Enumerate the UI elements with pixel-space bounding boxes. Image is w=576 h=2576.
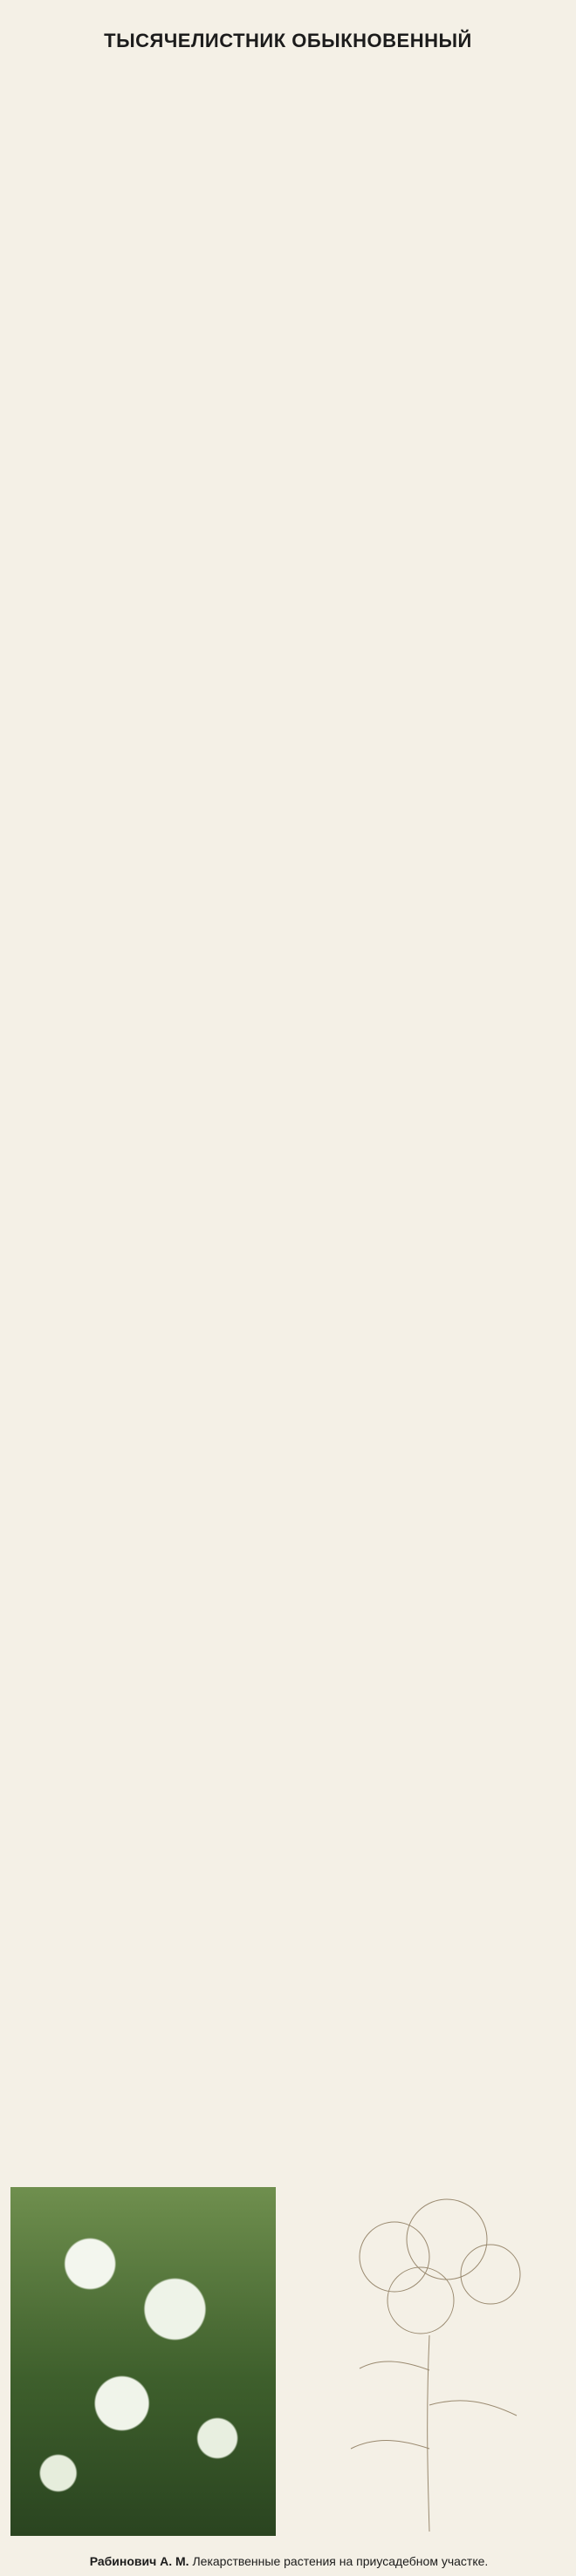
paragraph [31,696,545,731]
article-body [31,68,545,1080]
paragraph [31,521,545,556]
paragraph [31,835,545,870]
image-caption [14,2553,564,2569]
paragraph [31,138,545,173]
paragraph [31,382,545,417]
paragraph [31,1045,545,1080]
paragraph [31,452,545,487]
paragraph [31,242,545,277]
paragraph [31,556,545,591]
paragraph [31,103,545,138]
paragraph [31,277,545,312]
paragraph [31,347,545,382]
paragraph [31,487,545,521]
illustrations [10,2187,566,2553]
paragraph [31,661,545,696]
yarrow-drawing [298,2187,566,2536]
paragraph [31,208,545,242]
paragraph [31,975,545,1010]
paragraph [31,1010,545,1045]
paragraph [31,591,545,626]
caption-author: Рабинович А. М. [89,2554,189,2568]
paragraph [31,940,545,975]
paragraph [31,68,545,103]
article-title: ТЫСЯЧЕЛИСТНИК ОБЫКНОВЕННЫЙ [104,30,472,51]
paragraph [31,417,545,452]
paragraph [31,312,545,347]
paragraph [31,905,545,940]
caption-source: Лекарственные растения на приусадебном участке. [192,2554,489,2568]
paragraph [31,870,545,905]
yarrow-photo [10,2187,276,2536]
paragraph [31,801,545,835]
paragraph [31,731,545,766]
paragraph [31,173,545,208]
paragraph [31,626,545,661]
paragraph [31,766,545,801]
